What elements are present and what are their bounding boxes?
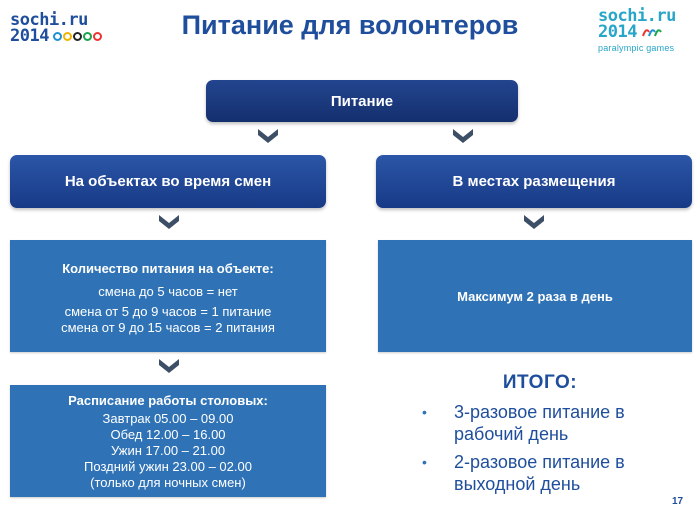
bullet-icon: •: [422, 454, 427, 470]
quantity-line: смена от 9 до 15 часов = 2 питания: [61, 320, 275, 335]
logo-left-line2: 2014: [10, 26, 49, 46]
schedule-heading: Расписание работы столовых:: [68, 393, 268, 408]
page-title: Питание для волонтеров: [181, 10, 519, 40]
accommodation-box: Максимум 2 раза в день: [378, 240, 692, 352]
sochi-paralympic-logo: [598, 8, 688, 68]
quantity-line: смена от 5 до 9 часов = 1 питание: [64, 304, 272, 319]
chevron-down-icon: [257, 128, 279, 144]
chevron-down-icon: [523, 214, 545, 230]
left-branch-node: На объектах во время смен: [10, 155, 326, 208]
schedule-line: Обед 12.00 – 16.00: [110, 427, 226, 442]
summary-list: [416, 401, 686, 501]
logo-right-line1: sochi.ru: [598, 6, 676, 26]
quantity-line: смена до 5 часов = нет: [98, 284, 238, 299]
quantity-heading: Количество питания на объекте:: [62, 261, 274, 276]
logo-right-line2: 2014: [598, 22, 637, 42]
sochi-logo-left: [10, 12, 120, 52]
page-number: 17: [672, 496, 684, 507]
root-node: Питание: [206, 80, 518, 122]
bullet-icon: •: [422, 404, 427, 420]
logo-left-line1: sochi.ru: [10, 10, 88, 30]
schedule-line: Поздний ужин 23.00 – 02.00: [84, 459, 252, 474]
summary-heading: ИТОГО:: [502, 372, 578, 393]
list-item: [416, 401, 686, 445]
chevron-down-icon: [452, 128, 474, 144]
olympic-rings-icon: [53, 32, 102, 41]
schedule-line: Завтрак 05.00 – 09.00: [102, 411, 234, 426]
schedule-line: Ужин 17.00 – 21.00: [110, 443, 226, 458]
schedule-box: [10, 385, 326, 497]
chevron-down-icon: [158, 358, 180, 374]
chevron-down-icon: [158, 214, 180, 230]
paralympic-agitos-icon: [641, 26, 663, 38]
right-branch-node: В местах размещения: [376, 155, 692, 208]
summary-item: 3-разовое питание в рабочий день: [454, 402, 625, 444]
quantity-box: [10, 240, 326, 352]
schedule-line: (только для ночных смен): [90, 475, 246, 490]
summary-item: 2-разовое питание в выходной день: [454, 452, 625, 494]
list-item: [416, 451, 686, 495]
logo-right-sub: paralympic games: [598, 43, 675, 53]
